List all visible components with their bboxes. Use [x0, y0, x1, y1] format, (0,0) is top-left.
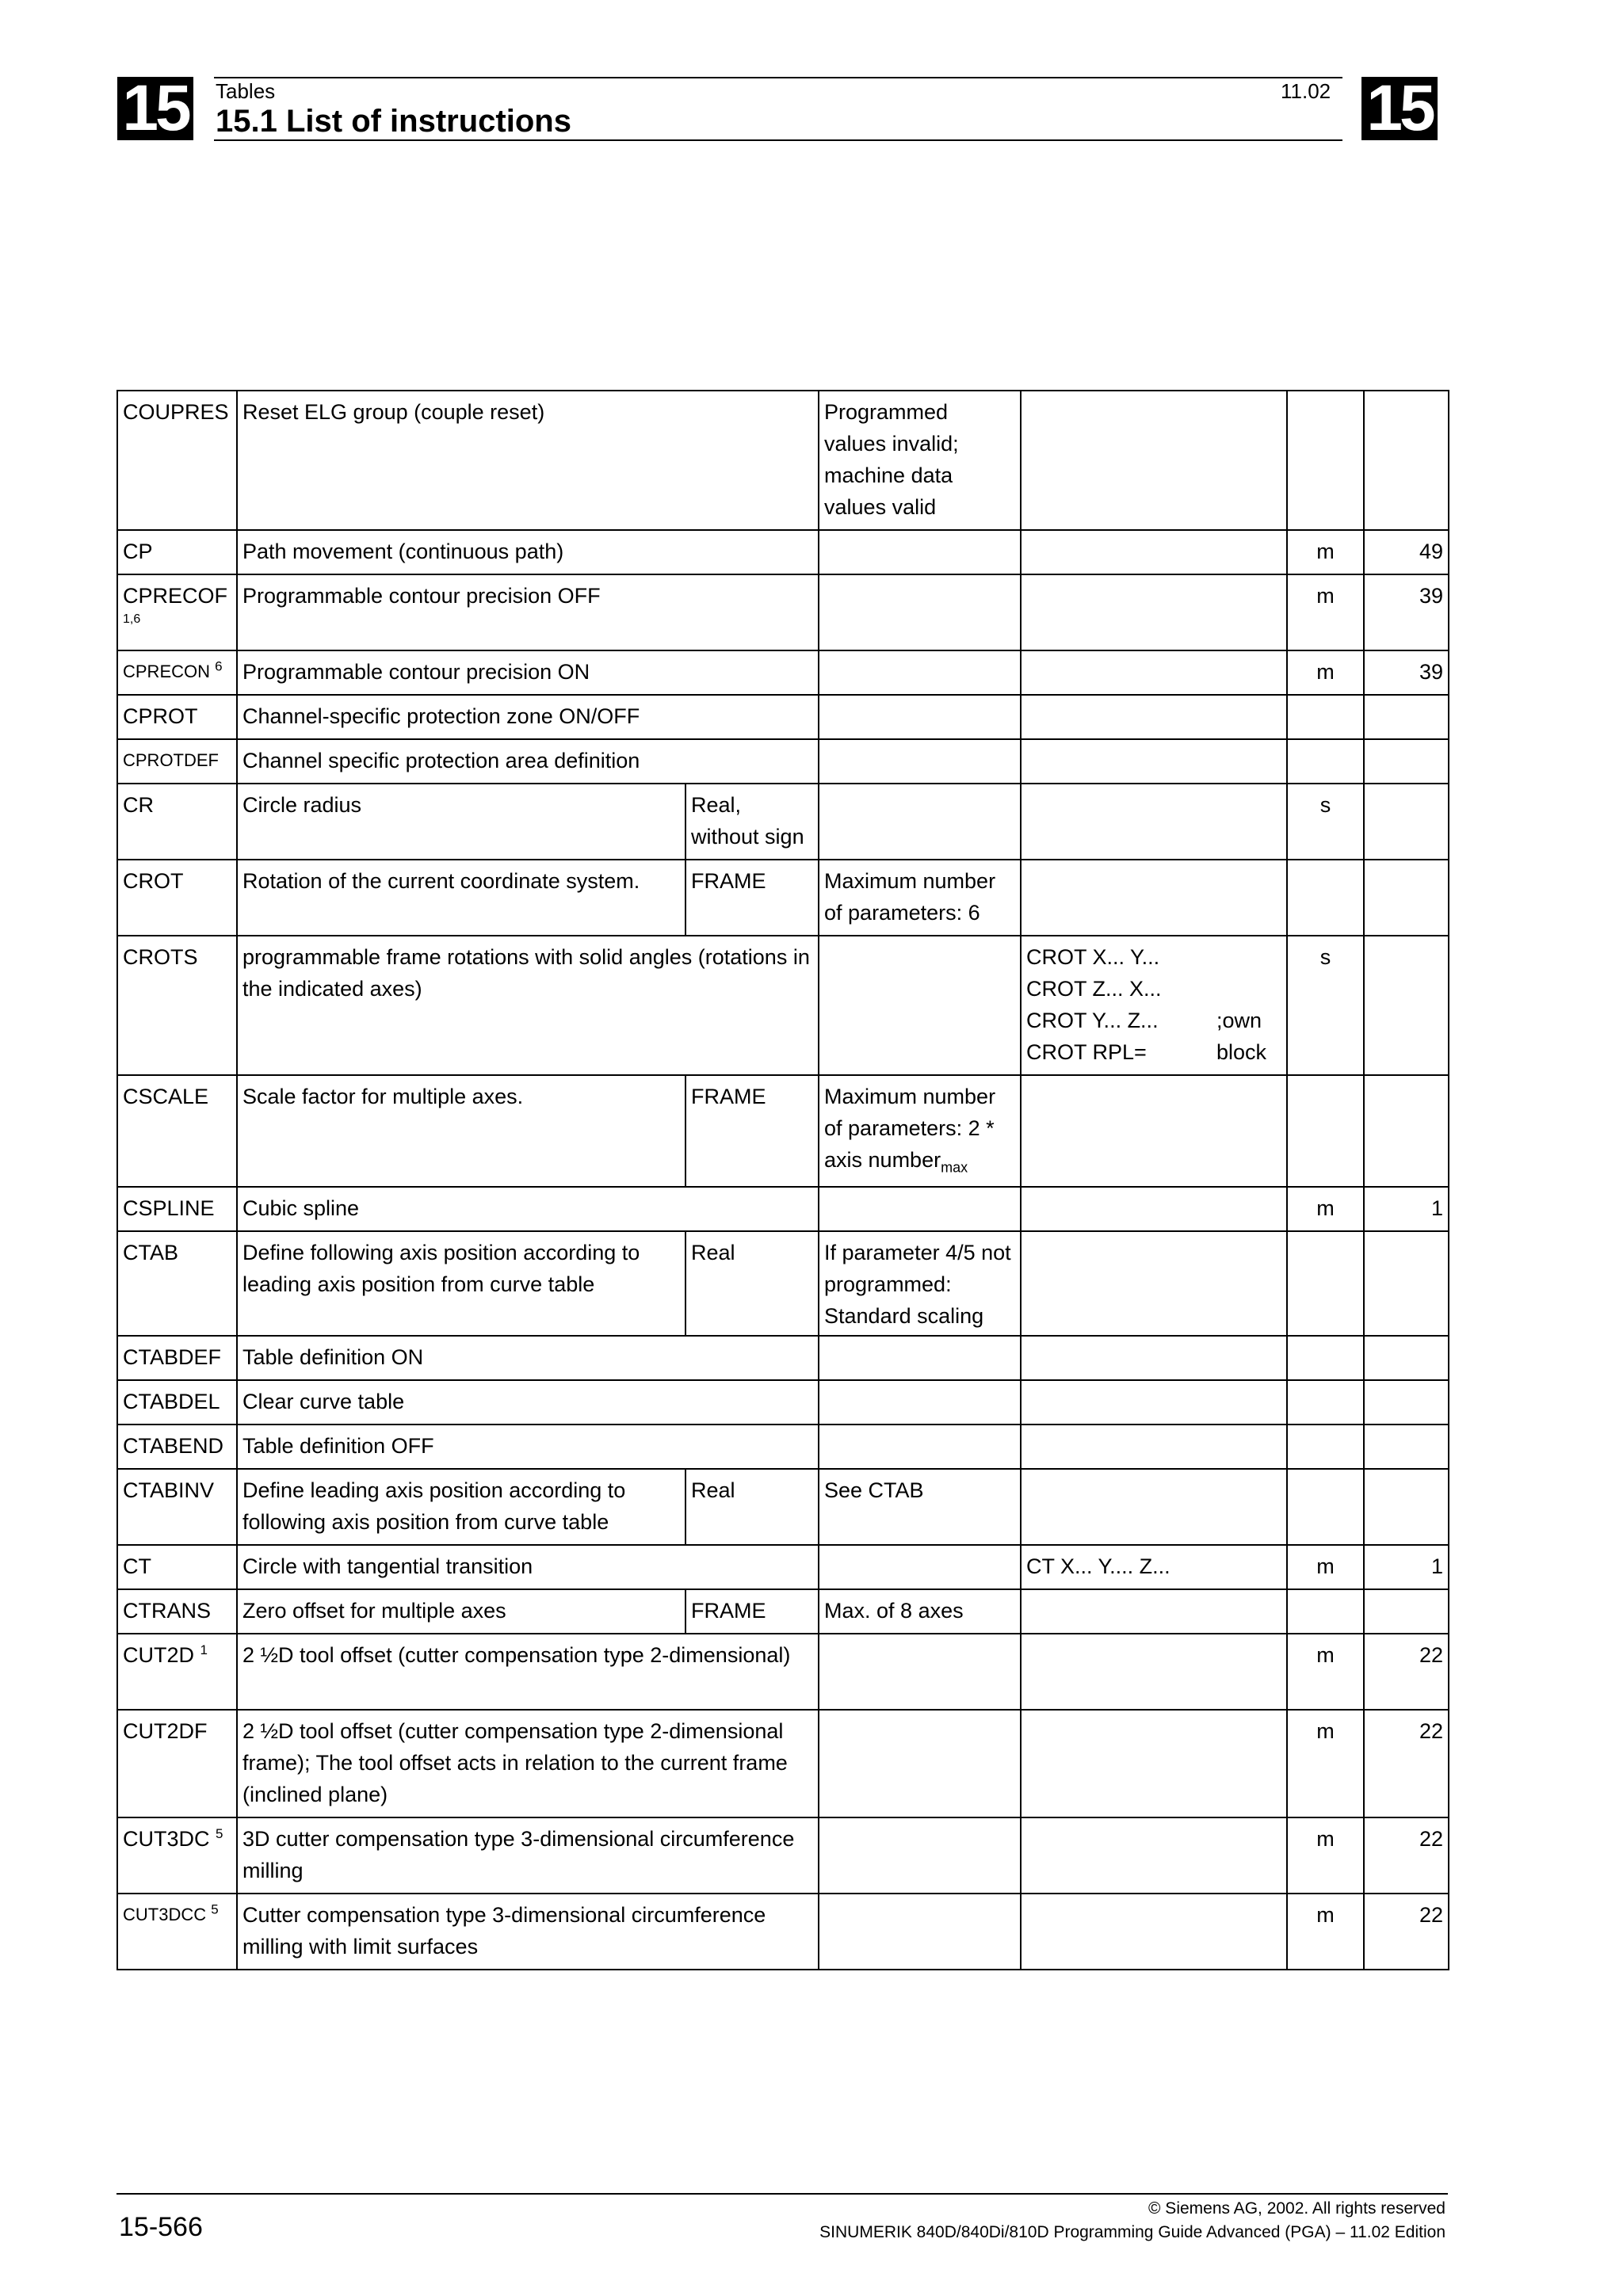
instruction-code: CTABINV	[123, 1478, 215, 1503]
section-label: Tables	[216, 79, 276, 103]
description-cell: 2 ½D tool offset (cutter compensation type 2-dimensional frame); The tool offset acts in relation to the current frame (inclined plane)	[237, 1710, 819, 1817]
description-cell: Table definition ON	[237, 1336, 819, 1380]
programming-comment	[1216, 941, 1281, 973]
type-cell: Real, without sign	[685, 784, 819, 860]
footnote-marker: 5	[211, 1902, 219, 1918]
table-row	[117, 1545, 1449, 1589]
instruction-code-cell	[117, 650, 237, 695]
group-cell: s	[1287, 784, 1364, 860]
description-cell: Scale factor for multiple axes.	[237, 1075, 685, 1187]
instruction-code: CT	[123, 1554, 151, 1579]
instruction-code-cell	[117, 695, 237, 739]
footnote-marker: 1	[200, 1642, 208, 1658]
type-cell: FRAME	[685, 1075, 819, 1187]
programming-cell	[1021, 1710, 1287, 1817]
type-cell: FRAME	[685, 860, 819, 936]
chapter-number-badge-right: 15	[1361, 77, 1438, 140]
instruction-code-cell	[117, 1380, 237, 1425]
group-number-cell: 1	[1364, 1187, 1449, 1231]
instruction-code-cell	[117, 1634, 237, 1710]
programming-cell	[1021, 695, 1287, 739]
table-row	[117, 936, 1449, 1075]
description-cell: Cutter compensation type 3-dimensional circumference milling with limit surfaces	[237, 1894, 819, 1970]
type-cell: Real	[685, 1231, 819, 1336]
programming-cell	[1021, 860, 1287, 936]
instruction-code-cell	[117, 530, 237, 574]
notes-cell	[819, 1425, 1021, 1469]
group-number-cell	[1364, 695, 1449, 739]
notes-cell	[819, 1380, 1021, 1425]
notes-cell	[819, 695, 1021, 739]
notes-cell	[819, 530, 1021, 574]
programming-cell	[1021, 936, 1287, 1075]
group-number-cell: 39	[1364, 574, 1449, 650]
table-row	[117, 650, 1449, 695]
group-cell: s	[1287, 936, 1364, 1075]
programming-cell	[1021, 784, 1287, 860]
programming-cell	[1021, 1336, 1287, 1380]
instruction-code-cell	[117, 1545, 237, 1589]
document-title: SINUMERIK 840D/840Di/810D Programming Guide Advanced (PGA) – 11.02 Edition	[819, 2223, 1445, 2241]
group-cell: m	[1287, 1894, 1364, 1970]
description-cell: Zero offset for multiple axes	[237, 1589, 685, 1634]
instruction-code: CPRECOF	[123, 584, 228, 608]
programming-comment	[1216, 973, 1281, 1005]
notes-cell	[819, 860, 1021, 936]
description-cell: 2 ½D tool offset (cutter compensation type 2-dimensional)	[237, 1634, 819, 1710]
group-number-cell	[1364, 1469, 1449, 1545]
notes-text: Maximum number of parameters: 6	[824, 869, 996, 925]
notes-text: Max. of 8 axes	[824, 1599, 964, 1623]
group-cell	[1287, 1469, 1364, 1545]
table-row	[117, 1187, 1449, 1231]
group-cell	[1287, 1589, 1364, 1634]
table-row	[117, 1425, 1449, 1469]
notes-cell	[819, 1231, 1021, 1336]
group-cell: m	[1287, 574, 1364, 650]
description-cell: Circle with tangential transition	[237, 1545, 819, 1589]
instruction-code: CR	[123, 793, 154, 817]
copyright-notice: © Siemens AG, 2002. All rights reserved	[1148, 2199, 1445, 2218]
programming-syntax: CROT RPL=	[1026, 1040, 1147, 1064]
group-number-cell	[1364, 391, 1449, 530]
instruction-code-cell	[117, 1469, 237, 1545]
notes-text: Maximum number of parameters: 2 * axis number	[824, 1085, 996, 1172]
table-row	[117, 1469, 1449, 1545]
table-row	[117, 391, 1449, 530]
table-row	[117, 1231, 1449, 1336]
instruction-code: CPROTDEF	[123, 750, 219, 770]
instruction-code: CP	[123, 540, 153, 563]
instruction-code: CTAB	[123, 1241, 179, 1265]
programming-syntax: CROT X... Y...	[1026, 945, 1160, 969]
group-cell: m	[1287, 1545, 1364, 1589]
group-number-cell	[1364, 1380, 1449, 1425]
footer-rule	[116, 2193, 1448, 2195]
table-row	[117, 1634, 1449, 1710]
group-number-cell	[1364, 860, 1449, 936]
notes-subscript: max	[941, 1159, 968, 1176]
programming-line	[1026, 941, 1281, 973]
table-row	[117, 1710, 1449, 1817]
programming-line	[1026, 973, 1281, 1005]
programming-cell	[1021, 530, 1287, 574]
programming-cell	[1021, 1075, 1287, 1187]
notes-cell	[819, 650, 1021, 695]
instruction-code: CPROT	[123, 704, 198, 728]
instruction-code: CPRECON	[123, 662, 211, 681]
notes-cell	[819, 574, 1021, 650]
group-number-cell	[1364, 739, 1449, 784]
group-number-cell: 22	[1364, 1634, 1449, 1710]
instruction-code-cell	[117, 1336, 237, 1380]
instruction-code: CSPLINE	[123, 1196, 215, 1221]
instruction-code-cell	[117, 936, 237, 1075]
notes-cell	[819, 936, 1021, 1075]
group-cell	[1287, 1380, 1364, 1425]
group-cell: m	[1287, 1710, 1364, 1817]
instruction-code: CTRANS	[123, 1599, 212, 1623]
programming-line	[1026, 1036, 1281, 1068]
description-cell: 3D cutter compensation type 3-dimensional circumference milling	[237, 1817, 819, 1894]
instruction-code-cell	[117, 739, 237, 784]
group-number-cell	[1364, 1589, 1449, 1634]
programming-line	[1026, 1005, 1281, 1036]
programming-cell: CT X... Y.... Z...	[1021, 1545, 1287, 1589]
description-cell: Table definition OFF	[237, 1425, 819, 1469]
instruction-code-cell	[117, 1817, 237, 1894]
page-title: 15.1 List of instructions	[216, 104, 571, 139]
table-row	[117, 1817, 1449, 1894]
description-cell: Circle radius	[237, 784, 685, 860]
table-row	[117, 695, 1449, 739]
instruction-code-cell	[117, 1075, 237, 1187]
group-cell: m	[1287, 530, 1364, 574]
description-cell: Cubic spline	[237, 1187, 819, 1231]
notes-text: Programmed values invalid; machine data values valid	[824, 400, 959, 519]
group-number-cell	[1364, 784, 1449, 860]
group-number-cell	[1364, 936, 1449, 1075]
group-cell	[1287, 739, 1364, 784]
group-cell	[1287, 860, 1364, 936]
instruction-code: CUT3DCC	[123, 1905, 207, 1925]
notes-cell	[819, 391, 1021, 530]
table-row	[117, 574, 1449, 650]
instruction-code-cell	[117, 391, 237, 530]
group-number-cell	[1364, 1075, 1449, 1187]
instruction-code: CTABEND	[123, 1434, 224, 1459]
footnote-marker: 1,6	[123, 612, 141, 626]
group-cell	[1287, 1336, 1364, 1380]
group-cell	[1287, 695, 1364, 739]
instruction-code: CROT	[123, 869, 184, 893]
chapter-number-badge-left: 15	[117, 77, 193, 140]
notes-cell	[819, 1894, 1021, 1970]
table-row	[117, 1336, 1449, 1380]
description-cell: programmable frame rotations with solid angles (rotations in the indicated axes)	[237, 936, 819, 1075]
instruction-code-cell	[117, 784, 237, 860]
description-cell: Channel specific protection area definition	[237, 739, 819, 784]
programming-cell	[1021, 1817, 1287, 1894]
programming-cell	[1021, 1380, 1287, 1425]
group-number-cell: 22	[1364, 1894, 1449, 1970]
description-cell: Reset ELG group (couple reset)	[237, 391, 819, 530]
group-number-cell: 1	[1364, 1545, 1449, 1589]
programming-cell	[1021, 391, 1287, 530]
programming-cell	[1021, 1231, 1287, 1336]
page-number: 15-566	[119, 2212, 203, 2242]
programming-comment: ;own	[1216, 1009, 1262, 1032]
group-cell	[1287, 1075, 1364, 1187]
programming-cell	[1021, 1894, 1287, 1970]
header-rule-top	[214, 77, 1342, 78]
group-cell: m	[1287, 1634, 1364, 1710]
instruction-code: CTABDEL	[123, 1390, 220, 1414]
group-number-cell	[1364, 1231, 1449, 1336]
description-cell: Define leading axis position according to following axis position from curve table	[237, 1469, 685, 1545]
instruction-code-cell	[117, 1589, 237, 1634]
instruction-code: COUPRES	[123, 400, 229, 424]
table-row	[117, 784, 1449, 860]
group-cell	[1287, 391, 1364, 530]
table-row	[117, 1380, 1449, 1425]
table-row	[117, 530, 1449, 574]
header-rule-bottom	[214, 139, 1342, 141]
programming-syntax: CROT Y... Z...	[1026, 1009, 1159, 1032]
description-cell: Path movement (continuous path)	[237, 530, 819, 574]
group-number-cell: 39	[1364, 650, 1449, 695]
notes-cell	[819, 1187, 1021, 1231]
notes-cell	[819, 1817, 1021, 1894]
notes-cell	[819, 1634, 1021, 1710]
instruction-code-cell	[117, 1894, 237, 1970]
notes-cell	[819, 739, 1021, 784]
group-cell	[1287, 1425, 1364, 1469]
group-cell: m	[1287, 650, 1364, 695]
programming-cell	[1021, 1469, 1287, 1545]
description-cell: Define following axis position according to leading axis position from curve table	[237, 1231, 685, 1336]
table-row	[117, 1589, 1449, 1634]
instruction-code: CUT2D	[123, 1643, 195, 1668]
group-number-cell: 22	[1364, 1710, 1449, 1817]
programming-comment: block	[1216, 1040, 1267, 1064]
instruction-code-cell	[117, 1187, 237, 1231]
group-number-cell	[1364, 1425, 1449, 1469]
programming-cell	[1021, 1634, 1287, 1710]
instruction-code-cell	[117, 1425, 237, 1469]
footnote-marker: 6	[215, 658, 223, 674]
programming-cell	[1021, 1187, 1287, 1231]
table-row	[117, 739, 1449, 784]
notes-cell	[819, 1336, 1021, 1380]
instruction-code-cell	[117, 574, 237, 650]
description-cell: Programmable contour precision ON	[237, 650, 819, 695]
notes-cell	[819, 1469, 1021, 1545]
programming-cell	[1021, 650, 1287, 695]
notes-cell	[819, 1710, 1021, 1817]
notes-text: If parameter 4/5 not programmed: Standard scaling	[824, 1241, 1011, 1329]
description-cell: Clear curve table	[237, 1380, 819, 1425]
programming-cell	[1021, 574, 1287, 650]
instruction-code: CSCALE	[123, 1085, 209, 1108]
instruction-code-cell	[117, 1710, 237, 1817]
instruction-code: CUT2DF	[123, 1719, 208, 1744]
notes-cell	[819, 1545, 1021, 1589]
table-row	[117, 1894, 1449, 1970]
edition-date: 11.02	[1281, 79, 1331, 103]
description-cell: Channel-specific protection zone ON/OFF	[237, 695, 819, 739]
group-number-cell	[1364, 1336, 1449, 1380]
notes-cell	[819, 1589, 1021, 1634]
group-number-cell: 22	[1364, 1817, 1449, 1894]
group-cell: m	[1287, 1187, 1364, 1231]
notes-text: See CTAB	[824, 1478, 924, 1503]
group-number-cell: 49	[1364, 530, 1449, 574]
instruction-code: CUT3DC	[123, 1827, 210, 1852]
table-row	[117, 860, 1449, 936]
type-cell: Real	[685, 1469, 819, 1545]
programming-cell	[1021, 739, 1287, 784]
description-cell: Rotation of the current coordinate system.	[237, 860, 685, 936]
instructions-table	[116, 390, 1449, 1970]
group-cell: m	[1287, 1817, 1364, 1894]
type-cell: FRAME	[685, 1589, 819, 1634]
instruction-code: CTABDEF	[123, 1345, 222, 1370]
instruction-code: CROTS	[123, 945, 198, 969]
instruction-code-cell	[117, 860, 237, 936]
description-cell: Programmable contour precision OFF	[237, 574, 819, 650]
programming-syntax: CROT Z... X...	[1026, 977, 1162, 1001]
group-cell	[1287, 1231, 1364, 1336]
instruction-code-cell	[117, 1231, 237, 1336]
notes-cell	[819, 1075, 1021, 1187]
table-row	[117, 1075, 1449, 1187]
footnote-marker: 5	[216, 1826, 223, 1842]
notes-cell	[819, 784, 1021, 860]
programming-cell	[1021, 1425, 1287, 1469]
programming-cell	[1021, 1589, 1287, 1634]
